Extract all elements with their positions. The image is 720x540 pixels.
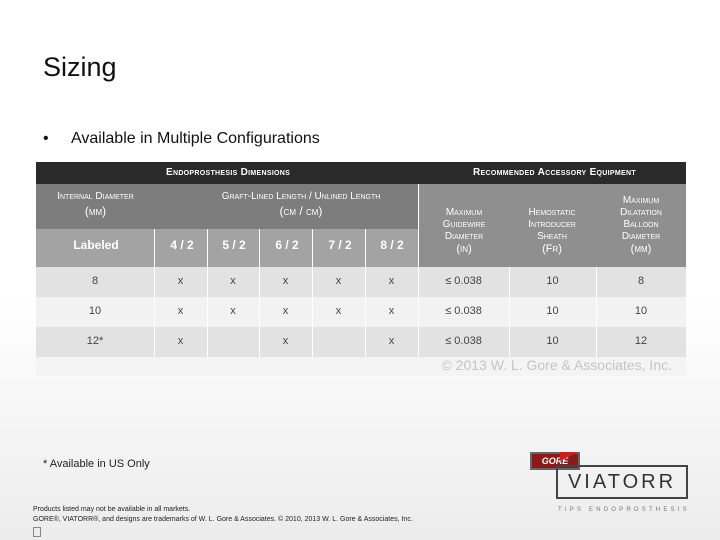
disclaimer-line: Products listed may not be available in all markets. xyxy=(33,506,191,513)
gore-logo: GORE xyxy=(530,452,580,470)
copyright-watermark: © 2013 W. L. Gore & Associates, Inc. xyxy=(441,357,672,373)
balloon-header: Maximum Dilatation Balloon Diameter (mm) xyxy=(620,195,662,255)
cell-balloon: 12 xyxy=(634,335,648,347)
cell-mark: x xyxy=(388,335,395,347)
config-label: 7 / 2 xyxy=(328,238,352,252)
guidewire-header: Maximum Guidewire Diameter (in) xyxy=(442,207,486,255)
cell-mark: x xyxy=(230,305,236,317)
config-label: 4 / 2 xyxy=(170,238,194,252)
cell-mark: x xyxy=(335,305,342,317)
cell-guidewire: ≤ 0.038 xyxy=(445,335,482,347)
sizing-table xyxy=(36,162,686,376)
cell-diameter: 8 xyxy=(91,275,99,287)
bullet-text: Available in Multiple Configurations xyxy=(71,130,320,147)
disclaimer xyxy=(33,505,413,525)
cell-mark: x xyxy=(282,305,289,317)
logo-tagline: TIPS ENDOPROSTHESIS xyxy=(558,507,690,513)
column-divider xyxy=(207,229,208,357)
cell-mark: x xyxy=(388,305,395,317)
cell-diameter: 12* xyxy=(86,335,104,347)
group-label-dimensions: Endoprosthesis Dimensions xyxy=(166,167,291,178)
cell-sheath: 10 xyxy=(546,305,559,317)
cell-mark: x xyxy=(177,275,184,287)
footnote: * Available in US Only xyxy=(43,458,150,470)
table-group-header xyxy=(36,162,686,184)
cell-mark: x xyxy=(388,275,395,287)
bullet-dot: • xyxy=(43,130,49,147)
labeled-header: Labeled xyxy=(73,238,119,252)
cell-sheath: 10 xyxy=(546,275,559,287)
cell-mark: x xyxy=(177,335,184,347)
internal-diameter-header: Internal Diameter (mm) xyxy=(57,191,134,218)
gore-flag-icon xyxy=(560,452,578,461)
cell-mark: x xyxy=(177,305,184,317)
cell-diameter: 10 xyxy=(88,305,102,317)
cell-sheath: 10 xyxy=(546,335,559,347)
cell-balloon: 10 xyxy=(634,305,648,317)
slide-title: Sizing xyxy=(43,52,117,82)
column-divider xyxy=(312,229,313,357)
document-icon xyxy=(33,527,41,537)
cell-guidewire: ≤ 0.038 xyxy=(445,305,482,317)
cell-guidewire: ≤ 0.038 xyxy=(445,275,482,287)
viatorr-logo: VIATORR xyxy=(556,465,688,499)
disclaimer-line: GORE®, VIATORR®, and designs are trademarks of W. L. Gore & Associates. © 2010, 2013 W. L. Gore & Associates, Inc. xyxy=(33,516,413,523)
group-label-accessory: Recommended Accessory Equipment xyxy=(473,167,636,178)
config-label: 8 / 2 xyxy=(380,238,404,252)
column-divider xyxy=(418,184,419,357)
sheath-header: Hemostatic Introducer Sheath (Fr) xyxy=(528,207,576,255)
config-label: 6 / 2 xyxy=(275,238,299,252)
length-header: Graft-Lined Length / Unlined Length (cm / cm) xyxy=(221,191,381,218)
bullet-item xyxy=(43,130,320,148)
cell-balloon: 8 xyxy=(637,275,645,287)
cell-mark: x xyxy=(282,275,289,287)
cell-mark: x xyxy=(282,335,289,347)
config-label: 5 / 2 xyxy=(222,238,246,252)
cell-mark: x xyxy=(335,275,342,287)
cell-mark: x xyxy=(230,275,236,287)
